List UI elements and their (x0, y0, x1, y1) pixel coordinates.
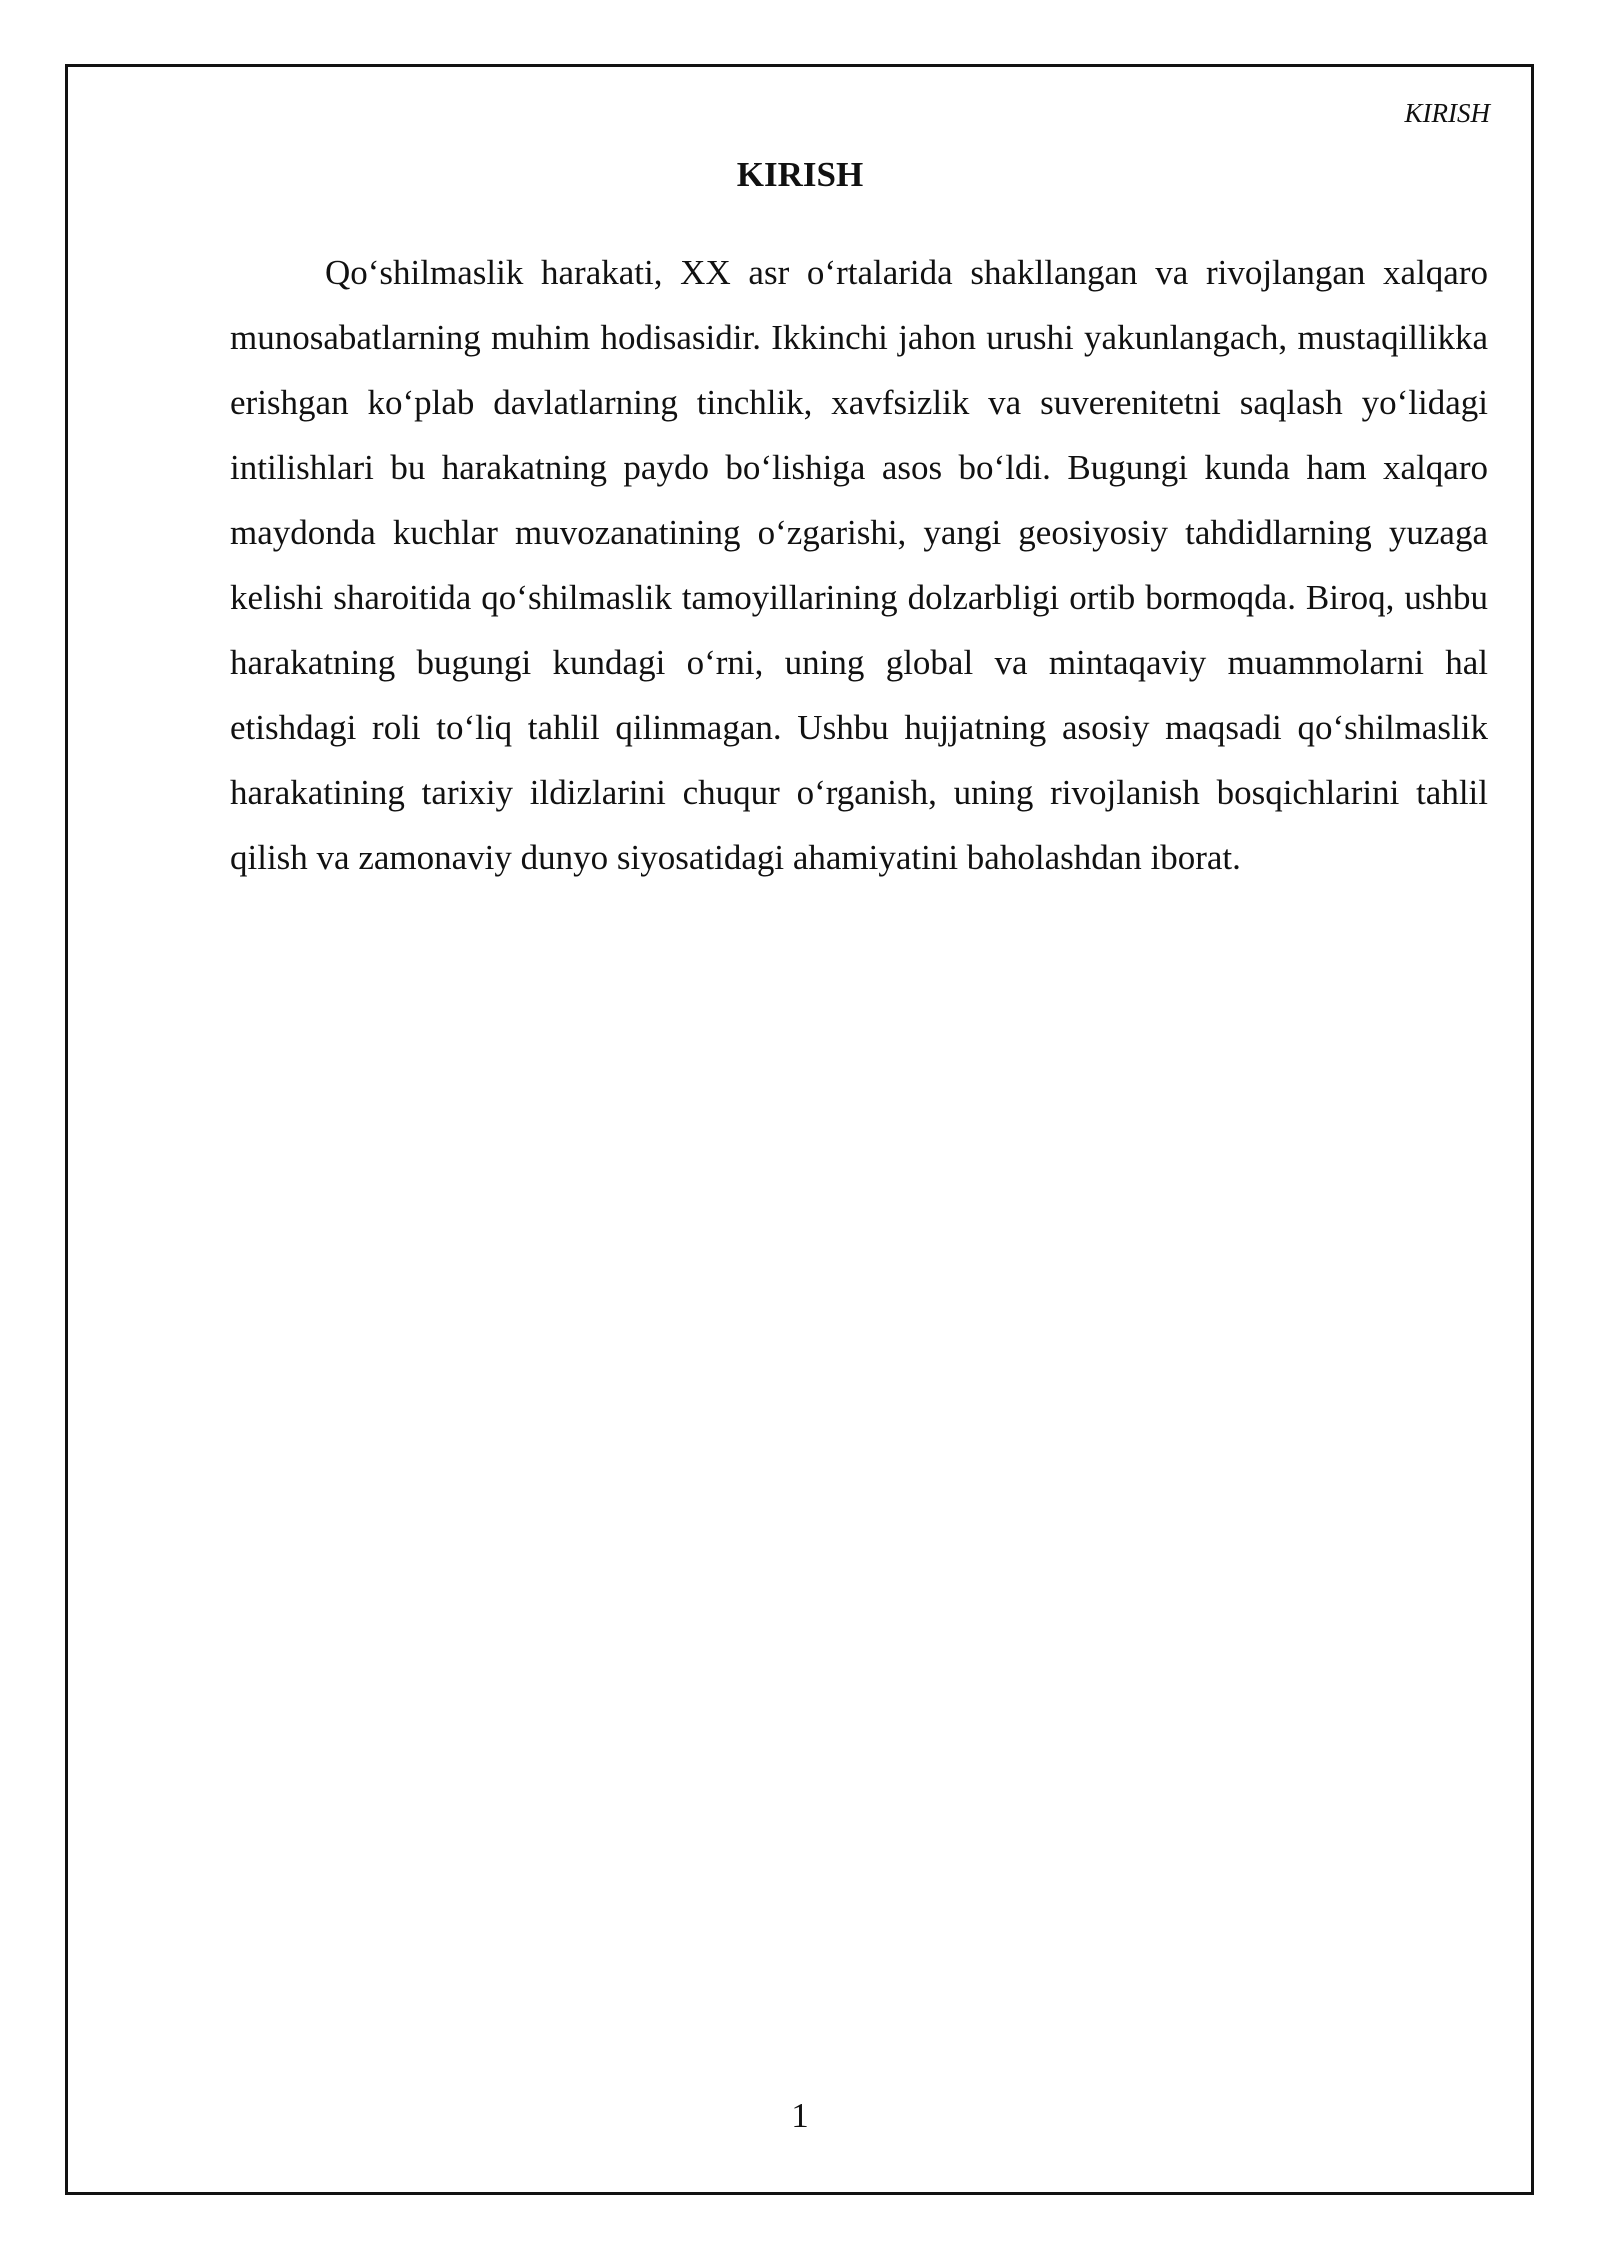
page-number: 1 (791, 2096, 809, 2135)
page-title: KIRISH (736, 155, 864, 194)
running-header: KIRISH (1404, 98, 1490, 128)
body-paragraph: Qo‘shilmaslik harakati, XX asr o‘rtalarida shakllangan va rivojlangan xalqaro munosabatlarning muhim hodisasidir. Ikkinchi jahon urushi yakunlangach, mustaqillikka erishgan ko‘plab davlatlarning tinchlik, xavfsizlik va suverenitetni saqlash yo‘lidagi intilishlari bu harakatning paydo bo‘lishiga asos bo‘ldi. Bugungi kunda ham xalqaro maydonda kuchlar muvozanatining o‘zgarishi, yangi geosiyosiy tahdidlarning yuzaga kelishi sharoitida qo‘shilmaslik tamoyillarining dolzarbligi ortib bormoqda. Biroq, ushbu harakatning bugungi kundagi o‘rni, uning global va mintaqaviy muammolarni hal etishdagi roli to‘liq tahlil qilinmagan. Ushbu hujjatning asosiy maqsadi qo‘shilmaslik harakatining tarixiy ildizlarini chuqur o‘rganish, uning rivojlanish bosqichlarini tahlil qilish va zamonaviy dunyo siyosatidagi ahamiyatini baholashdan iborat. (230, 253, 1488, 877)
